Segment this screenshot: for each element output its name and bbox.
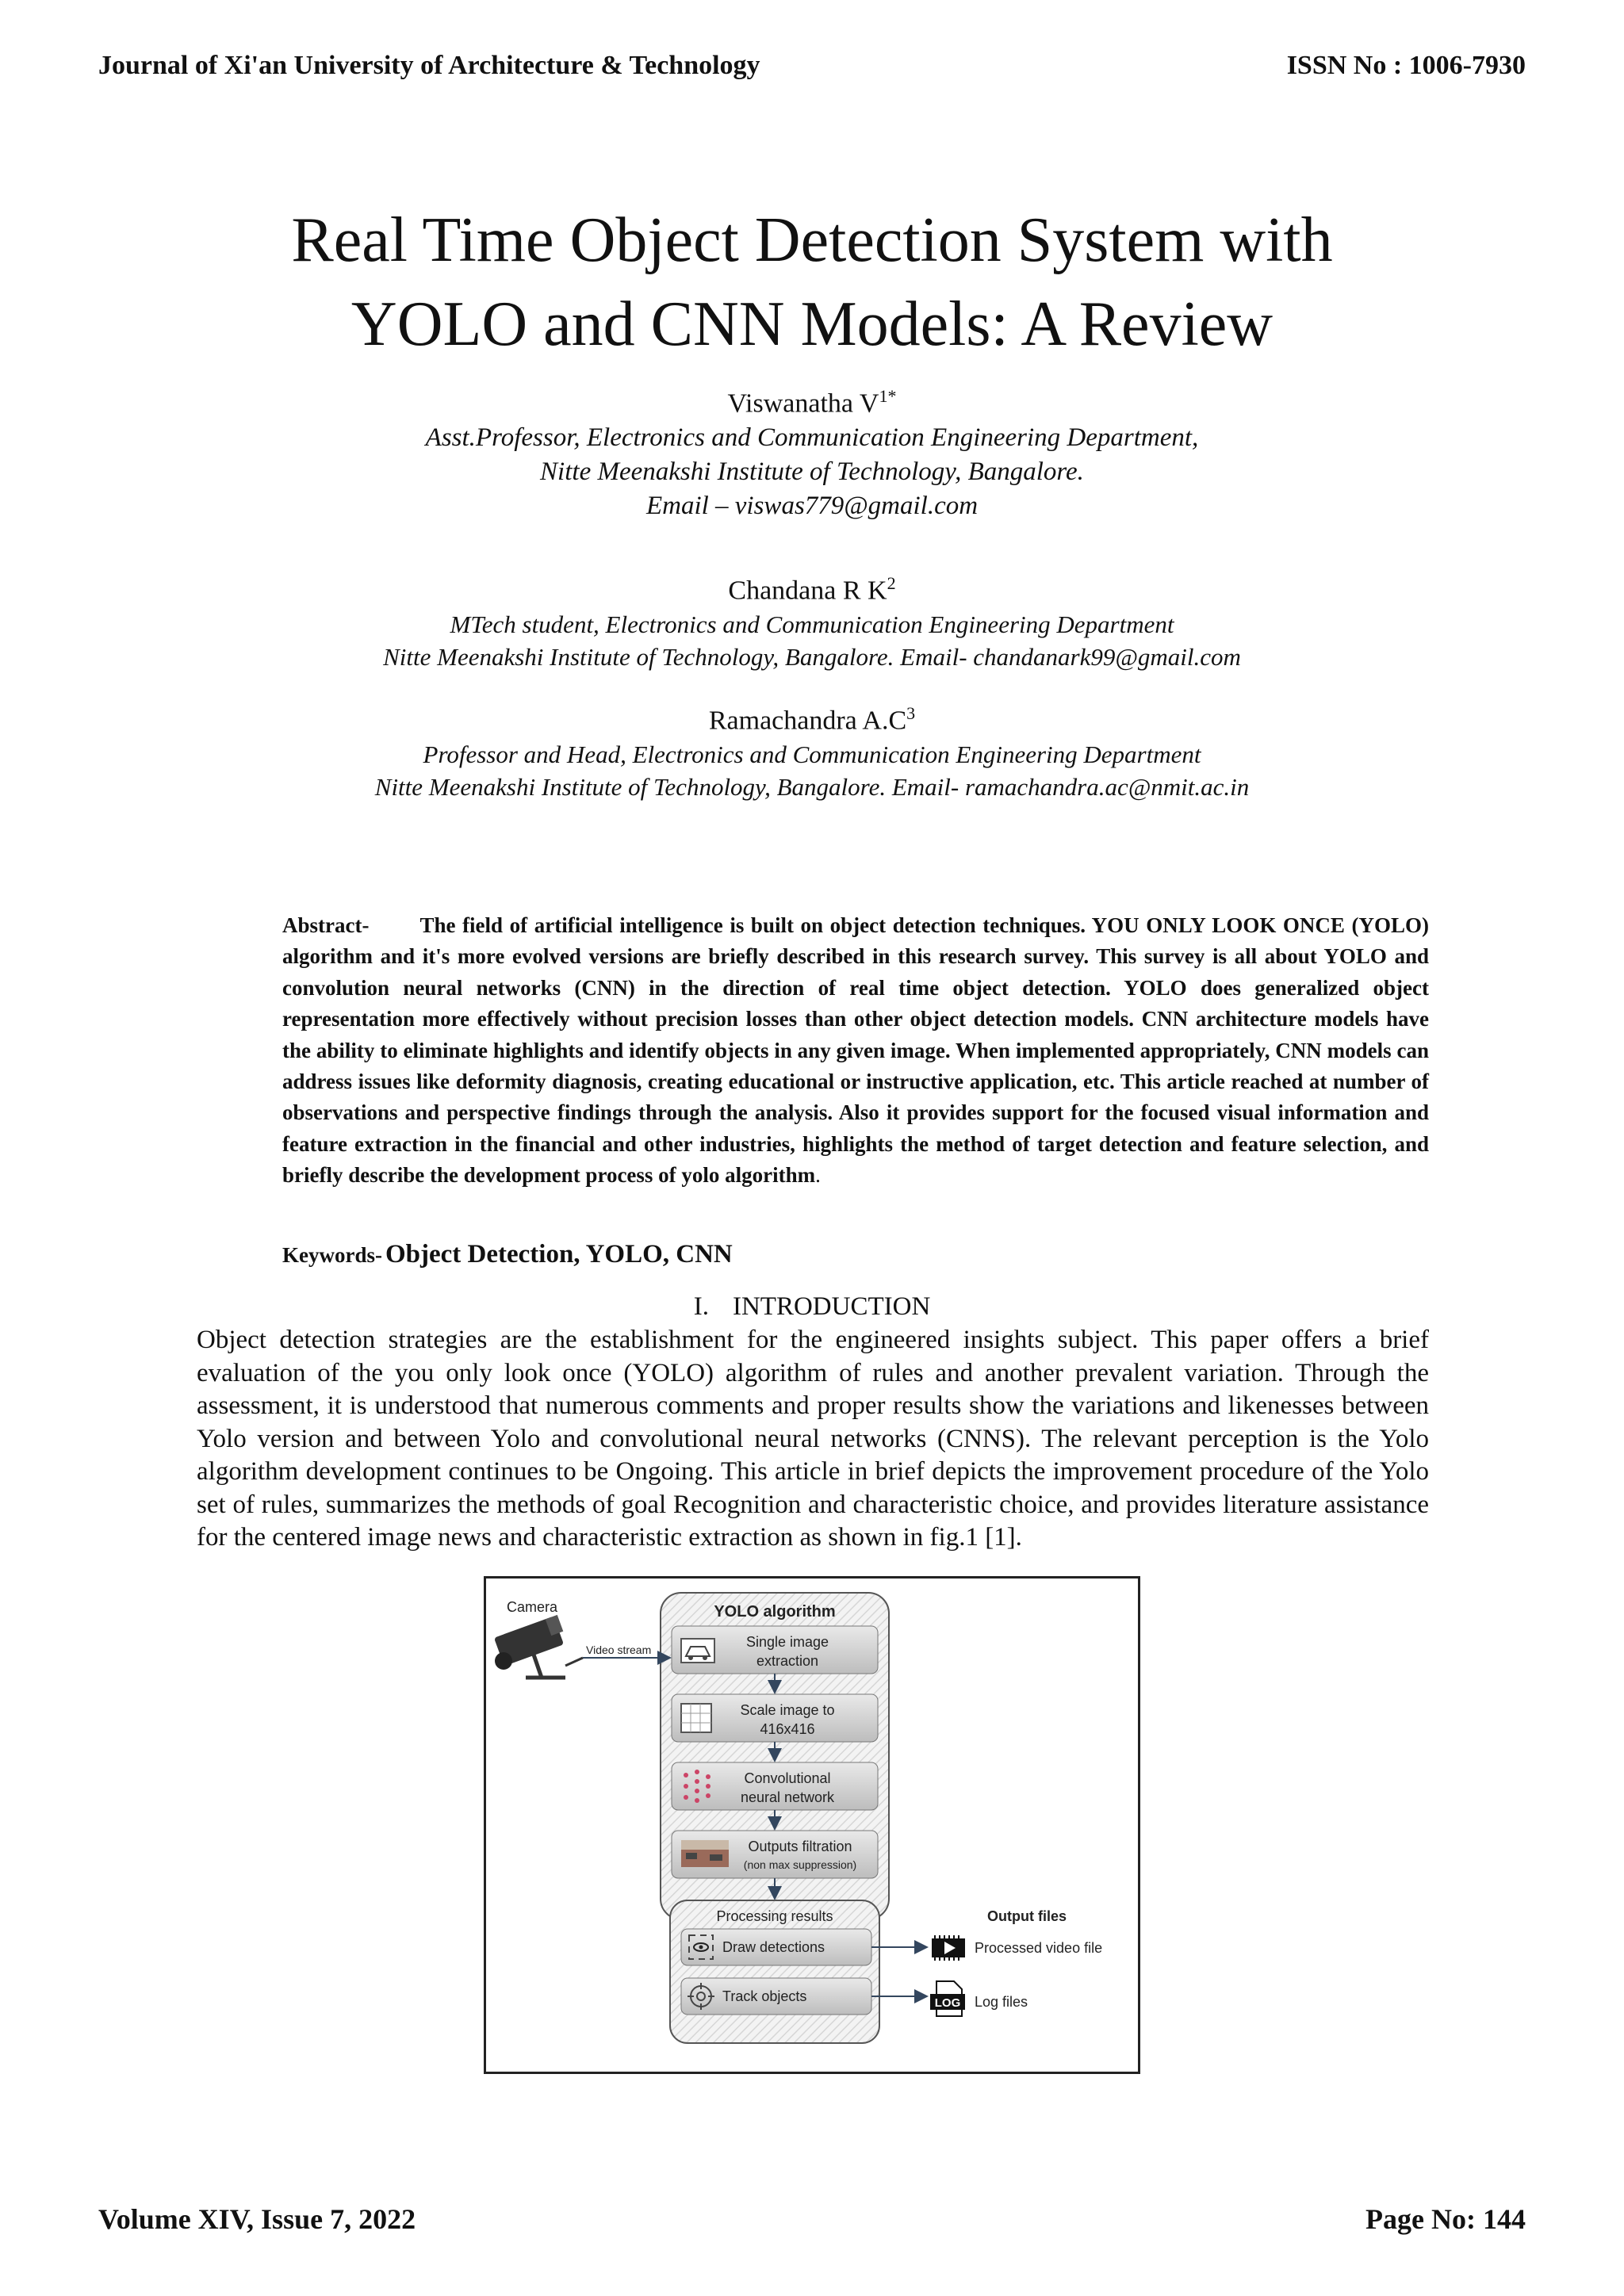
video-stream-label: Video stream bbox=[586, 1644, 652, 1656]
section-heading bbox=[0, 1292, 1624, 1322]
abstract-label: Abstract- bbox=[282, 913, 370, 937]
author-1-email: Email – viswas779@gmail.com bbox=[645, 492, 979, 521]
author-3-affiliation: Professor and Head, Electronics and Communication Engineering Department bbox=[423, 740, 1201, 769]
author-2-block bbox=[159, 566, 1465, 673]
paper-title-line-1: Real Time Object Detection System with bbox=[291, 205, 1333, 275]
paper-title bbox=[159, 198, 1465, 366]
author-2-institute-email: Nitte Meenakshi Institute of Technology, Bangalore. Email- chandanark99@gmail.com bbox=[383, 643, 1241, 672]
author-1-block bbox=[159, 379, 1465, 523]
step-scale-image-line-1: Scale image to bbox=[740, 1702, 835, 1718]
processing-results-title: Processing results bbox=[716, 1908, 833, 1924]
yolo-algorithm-title: YOLO algorithm bbox=[714, 1603, 836, 1621]
step-outputs-filtration-line-2: (non max suppression) bbox=[743, 1858, 857, 1871]
author-3-name bbox=[159, 696, 1465, 738]
log-icon-text: LOG bbox=[934, 1996, 961, 2010]
street-photo-icon bbox=[681, 1840, 729, 1867]
author-1-name bbox=[159, 379, 1465, 421]
camera-icon bbox=[494, 1615, 583, 1678]
yolo-pipeline-figure bbox=[484, 1576, 1140, 2074]
log-file-icon bbox=[930, 1981, 965, 2016]
section-number: I. bbox=[693, 1292, 709, 1321]
author-2-name-text: Chandana R K bbox=[728, 576, 887, 606]
abstract bbox=[282, 910, 1429, 1192]
log-files-label: Log files bbox=[975, 1994, 1028, 2010]
video-file-icon bbox=[932, 1935, 965, 1961]
keywords bbox=[282, 1240, 733, 1269]
keywords-label: Keywords- bbox=[282, 1243, 382, 1267]
issn: ISSN No : 1006-7930 bbox=[1286, 51, 1526, 80]
camera-label: Camera bbox=[507, 1599, 558, 1615]
author-1-name-text: Viswanatha V bbox=[727, 388, 879, 419]
author-3-affiliation-mark: 3 bbox=[906, 703, 916, 723]
author-1-institute: Nitte Meenakshi Institute of Technology, Bangalore. bbox=[540, 457, 1084, 487]
author-2-affiliation: MTech student, Electronics and Communication Engineering Department bbox=[450, 610, 1174, 639]
scale-grid-icon bbox=[681, 1704, 711, 1732]
processed-video-file-label: Processed video file bbox=[975, 1940, 1103, 1956]
abstract-end-period: . bbox=[815, 1163, 821, 1188]
section-title: INTRODUCTION bbox=[732, 1292, 931, 1321]
keywords-value: Object Detection, YOLO, CNN bbox=[385, 1240, 733, 1269]
abstract-text: The field of artificial intelligence is built on object detection techniques. YOU ONLY LOOK ONCE (YOLO) algorithm and it's more evolved versions are briefly described in this research survey. This survey is all about YOLO and convolution neural networks (CNN) in the direction of real time object detection. YOLO does generalized object representation more effectively without precision losses than other object detection models. CNN architecture models have the ability to eliminate highlights and identify objects in any given image. When implemented appropriately, CNN models can address issues like deformity diagnosis, creating educational or instructive application, etc. This article reached at number of observations and perspective findings through the analysis. Also it provides support for the focused visual information and feature extraction in the financial and other industries, highlights the method of target detection and feature selection, and briefly describe the development process of yolo algorithm bbox=[282, 913, 1429, 1188]
author-1-affiliation-mark: 1* bbox=[879, 386, 897, 406]
step-single-image-line-1: Single image bbox=[745, 1634, 829, 1650]
introduction-paragraph: Object detection strategies are the establishment for the engineered insights subject. This paper offers a brief evaluation of the you only look once (YOLO) algorithm of rules and another prevalent variation. Through the assessment, it is understood that numerous comments and proper results show the variations and likenesses between Yolo version and between Yolo and convolutional neural networks (CNNS). The relevant perception is the Yolo algorithm development continues to be Ongoing. This article in brief depicts the improvement procedure of the Yolo set of rules, summarizes the methods of goal Recognition and characteristic choice, and provides literature assistance for the centered image news and characteristic extraction as shown in fig.1 [1]. bbox=[197, 1326, 1429, 1552]
output-files-title: Output files bbox=[987, 1908, 1067, 1924]
draw-detections-label: Draw detections bbox=[722, 1939, 825, 1955]
step-outputs-filtration-line-1: Outputs filtration bbox=[748, 1839, 852, 1854]
step-single-image-line-2: extraction bbox=[756, 1653, 819, 1669]
author-2-affiliation-mark: 2 bbox=[887, 573, 896, 593]
author-1-affiliation: Asst.Professor, Electronics and Communication Engineering Department, bbox=[425, 423, 1199, 453]
journal-name: Journal of Xi'an University of Architecture & Technology bbox=[98, 51, 760, 80]
page-number: Page No: 144 bbox=[1365, 2203, 1526, 2235]
step-cnn-line-2: neural network bbox=[740, 1789, 835, 1805]
figure-diagram bbox=[486, 1578, 1138, 2072]
author-3-block bbox=[159, 696, 1465, 803]
author-3-name-text: Ramachandra A.C bbox=[708, 706, 907, 736]
step-scale-image-line-2: 416x416 bbox=[760, 1721, 815, 1737]
car-icon bbox=[681, 1639, 714, 1663]
author-3-institute-email: Nitte Meenakshi Institute of Technology, Bangalore. Email- ramachandra.ac@nmit.ac.in bbox=[374, 773, 1250, 802]
track-objects-label: Track objects bbox=[722, 1988, 807, 2004]
paper-title-line-2: YOLO and CNN Models: A Review bbox=[350, 289, 1274, 359]
author-2-name bbox=[159, 566, 1465, 608]
step-cnn-line-1: Convolutional bbox=[744, 1770, 831, 1786]
volume-issue: Volume XIV, Issue 7, 2022 bbox=[98, 2203, 416, 2235]
